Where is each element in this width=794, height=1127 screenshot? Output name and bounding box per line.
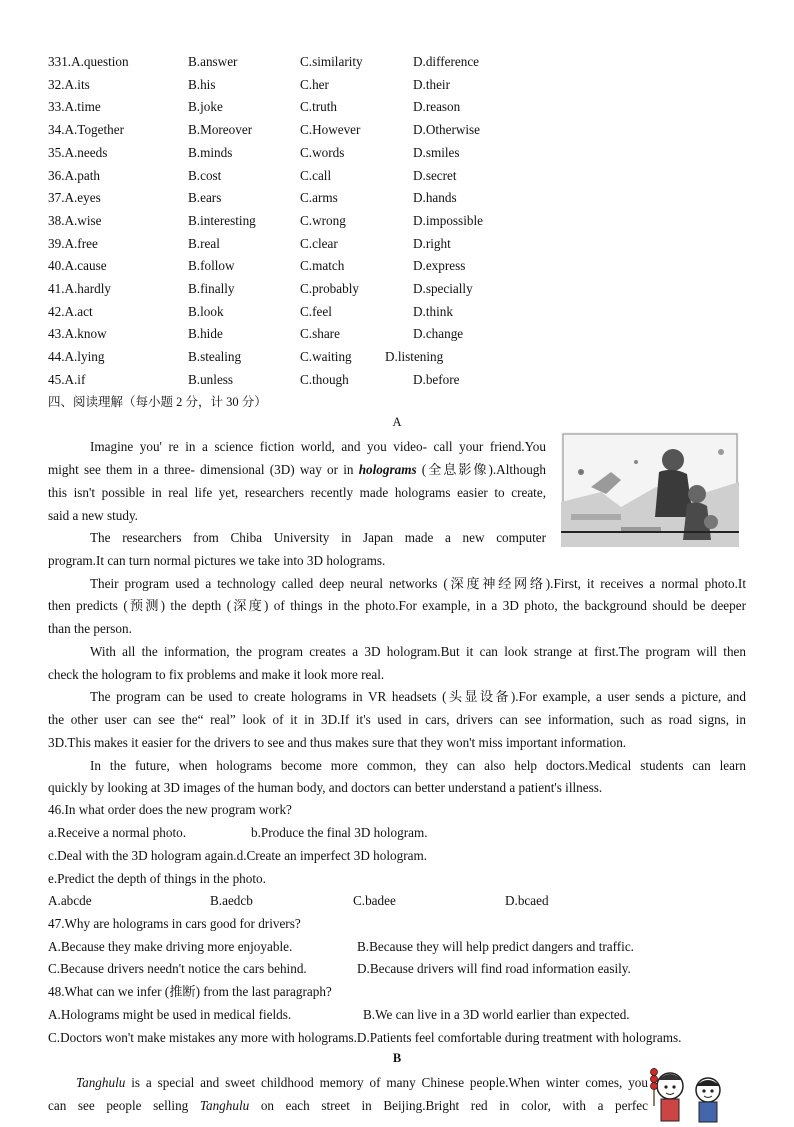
option-c[interactable]: C.feel	[300, 303, 332, 319]
passage-b-title: B	[392, 1051, 402, 1065]
tanghulu-cartoon	[650, 1066, 728, 1123]
q46-step-cd: c.Deal with the 3D hologram again.d.Create an imperfect 3D hologram.	[48, 848, 428, 863]
q47-option-c[interactable]: C.Because drivers needn't notice the cars behind.	[48, 961, 307, 976]
option-d[interactable]: D.impossible	[413, 212, 483, 228]
option-b[interactable]: B.follow	[188, 258, 235, 274]
option-c[interactable]: C.words	[300, 144, 345, 160]
passage-a-line: The researchers from Chiba University in Japan made a new computer	[90, 530, 546, 545]
option-c[interactable]: C.waiting	[300, 349, 352, 365]
option-a[interactable]: 331.A.question	[48, 54, 129, 69]
passage-a-photo	[561, 432, 739, 547]
option-c[interactable]: C.truth	[300, 99, 337, 115]
passage-a-line: the other user can see the“ real” look of it in 3D.If it's used in cars, drivers can see information, such as road signs, in	[48, 712, 746, 727]
q46-option-a[interactable]: A.abcde	[48, 893, 92, 908]
passage-a-title: A	[392, 415, 402, 429]
option-c[interactable]: C.share	[300, 326, 340, 342]
q47-option-a[interactable]: A.Because they make driving more enjoyable.	[48, 939, 293, 954]
option-a[interactable]: 32.A.its	[48, 76, 90, 92]
option-a[interactable]: 40.A.cause	[48, 258, 107, 274]
passage-a-line: might see them in a three- dimensional (3D) way or in holograms (全息影像).Although	[48, 462, 546, 477]
passage-a-line: program.It can turn normal pictures we take into 3D holograms.	[48, 553, 386, 568]
option-d[interactable]: D.express	[413, 258, 466, 274]
option-c[interactable]: C.her	[300, 76, 329, 92]
option-b[interactable]: B.finally	[188, 281, 235, 296]
option-d[interactable]: D.difference	[413, 54, 480, 69]
option-d[interactable]: D.their	[413, 76, 450, 92]
option-a[interactable]: 33.A.time	[48, 99, 101, 115]
passage-a-line: Imagine you' re in a science fiction world, and you video- call your friend.You	[90, 439, 546, 454]
passage-a-line: Their program used a technology called deep neural networks (深度神经网络).First, it receives a normal photo.It	[90, 576, 746, 591]
passage-a-line: said a new study.	[48, 508, 138, 523]
q46-step-e: e.Predict the depth of things in the photo.	[48, 871, 266, 886]
passage-a-line: then predicts (预测) the depth (深度) of things in the photo.For example, in a 3D photo, the background should be deeper	[48, 598, 746, 613]
q48-stem: 48.What can we infer (推断) from the last paragraph?	[48, 984, 332, 999]
option-b[interactable]: B.interesting	[188, 212, 256, 228]
option-b[interactable]: B.his	[188, 76, 216, 92]
passage-b-line-1: Tanghulu is a special and sweet childhood memory of many Chinese people.When winter comes, you	[76, 1075, 648, 1090]
option-b[interactable]: B.ears	[188, 190, 222, 206]
q47-option-b[interactable]: B.Because they will help predict dangers and traffic.	[357, 939, 634, 954]
option-b[interactable]: B.stealing	[188, 349, 242, 365]
passage-a-line: quickly by looking at 3D images of the human body, and doctors can better understand a patient's illness.	[48, 780, 603, 795]
option-d[interactable]: D.change	[413, 326, 464, 342]
option-a[interactable]: 41.A.hardly	[48, 281, 111, 296]
option-a[interactable]: 34.A.Together	[48, 122, 124, 138]
q46-option-c[interactable]: C.badee	[353, 893, 396, 908]
q48-option-a[interactable]: A.Holograms might be used in medical fields.	[48, 1007, 292, 1022]
passage-a-line: With all the information, the program creates a 3D hologram.But it can look strange at first.The program will then	[90, 644, 746, 659]
option-c[interactable]: C.However	[300, 122, 361, 138]
option-b[interactable]: B.joke	[188, 99, 223, 115]
option-c[interactable]: C.arms	[300, 190, 338, 206]
option-d[interactable]: D.think	[413, 303, 453, 319]
option-a[interactable]: 43.A.know	[48, 326, 107, 342]
q47-stem: 47.Why are holograms in cars good for drivers?	[48, 916, 301, 931]
option-d[interactable]: D.secret	[413, 167, 457, 183]
q46-option-b[interactable]: B.aedcb	[210, 893, 253, 908]
option-a[interactable]: 35.A.needs	[48, 144, 108, 160]
q46-stem: 46.In what order does the new program work?	[48, 802, 292, 817]
option-d[interactable]: D.hands	[413, 190, 457, 206]
q46-step-a: a.Receive a normal photo.	[48, 825, 187, 840]
option-a[interactable]: 45.A.if	[48, 371, 86, 387]
option-a[interactable]: 36.A.path	[48, 167, 101, 183]
q48-option-b[interactable]: B.We can live in a 3D world earlier than expected.	[363, 1007, 630, 1022]
option-a[interactable]: 38.A.wise	[48, 212, 102, 228]
option-b[interactable]: B.Moreover	[188, 122, 253, 138]
q46-step-b: b.Produce the final 3D hologram.	[251, 825, 428, 840]
option-b[interactable]: B.answer	[188, 54, 238, 69]
option-c[interactable]: C.clear	[300, 235, 338, 251]
option-d[interactable]: D.right	[413, 235, 451, 251]
passage-b-line-2: can see people selling Tanghulu on each street in Beijing.Bright red in color, with a perfec	[48, 1098, 648, 1113]
q46-option-d[interactable]: D.bcaed	[505, 893, 549, 908]
option-c[interactable]: C.call	[300, 167, 332, 183]
option-d[interactable]: D.smiles	[413, 144, 460, 160]
section-heading: 四、阅读理解（每小题 2 分，计 30 分）	[48, 395, 267, 409]
option-a[interactable]: 44.A.lying	[48, 349, 105, 365]
option-c[interactable]: C.wrong	[300, 212, 346, 228]
q48-option-cd[interactable]: C.Doctors won't make mistakes any more with holograms.D.Patients feel comfortable during treatment with holograms.	[48, 1030, 682, 1045]
option-b[interactable]: B.hide	[188, 326, 223, 342]
option-c[interactable]: C.probably	[300, 281, 359, 296]
option-b[interactable]: B.real	[188, 235, 220, 251]
option-b[interactable]: B.cost	[188, 167, 222, 183]
option-b[interactable]: B.unless	[188, 371, 234, 387]
option-c[interactable]: C.though	[300, 371, 349, 387]
option-d[interactable]: D.specially	[413, 281, 473, 296]
option-a[interactable]: 39.A.free	[48, 235, 98, 251]
option-a[interactable]: 42.A.act	[48, 303, 93, 319]
option-b[interactable]: B.minds	[188, 144, 233, 160]
option-b[interactable]: B.look	[188, 303, 224, 319]
option-d[interactable]: D.Otherwise	[413, 122, 481, 138]
option-c[interactable]: C.similarity	[300, 54, 363, 69]
option-d[interactable]: D.listening	[385, 349, 444, 365]
q47-option-d[interactable]: D.Because drivers will find road information easily.	[357, 961, 631, 976]
passage-a-line: 3D.This makes it easier for the drivers to see and thus makes sure that they won't miss important information.	[48, 735, 627, 750]
passage-a-line: In the future, when holograms become more common, they can also help doctors.Medical students can learn	[90, 758, 746, 773]
passage-a-line: check the hologram to fix problems and make it look more real.	[48, 667, 385, 682]
passage-a-line: The program can be used to create holograms in VR headsets (头显设备).For example, a user sends a picture, and	[90, 689, 746, 704]
option-d[interactable]: D.reason	[413, 99, 461, 115]
option-c[interactable]: C.match	[300, 258, 345, 274]
option-d[interactable]: D.before	[413, 371, 460, 387]
passage-a-line: this isn't possible in real life yet, researchers recently made holograms easier to create,	[48, 485, 546, 500]
option-a[interactable]: 37.A.eyes	[48, 190, 101, 206]
passage-a-line: than the person.	[48, 621, 132, 636]
